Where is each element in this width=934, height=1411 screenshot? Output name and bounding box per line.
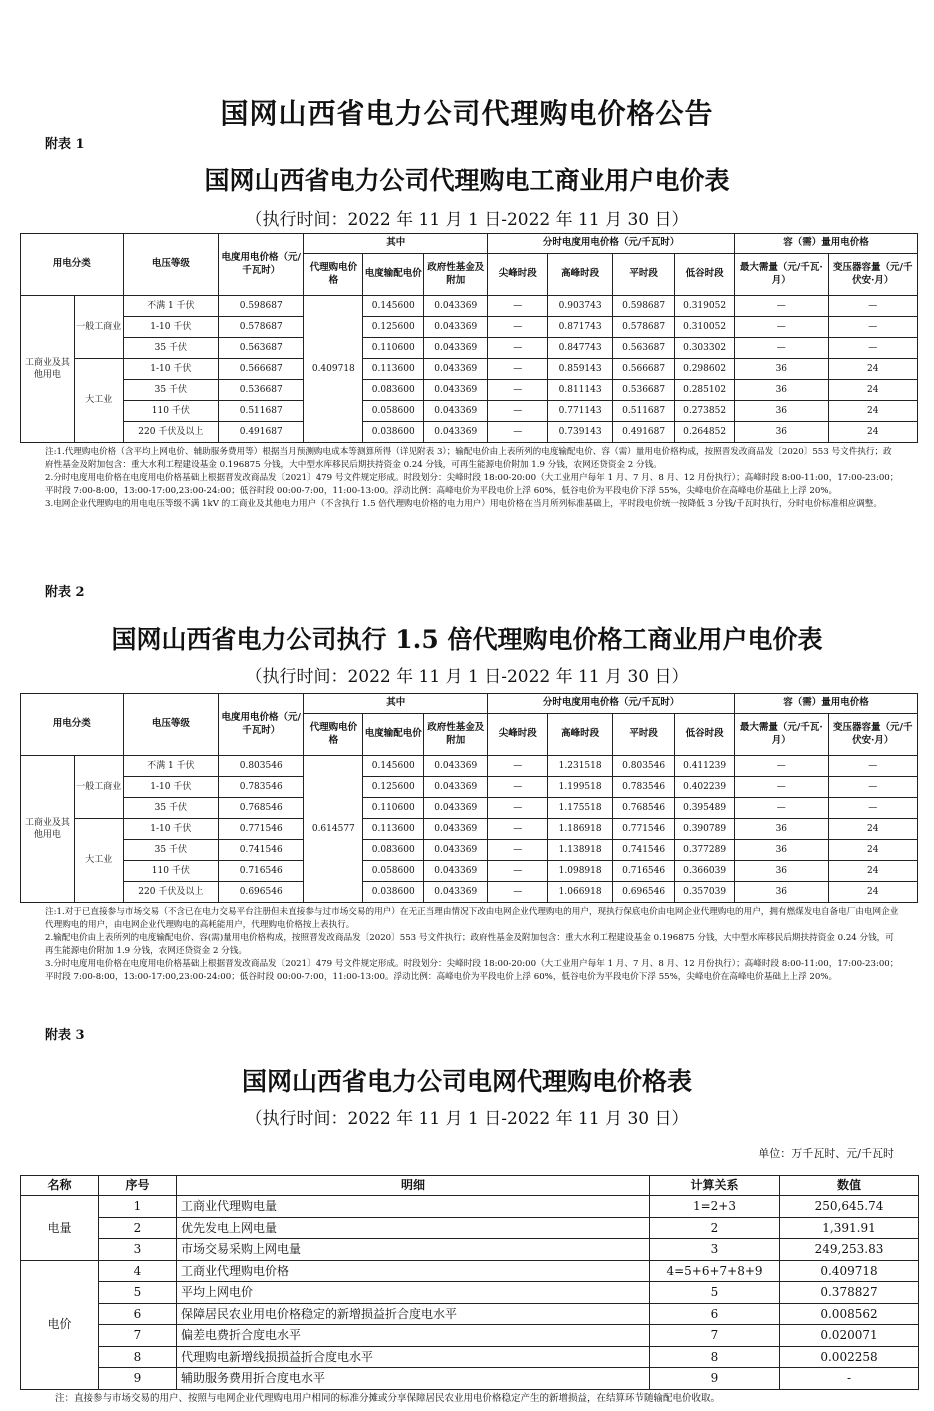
annex3-period: （执行时间：2022 年 11 月 1 日-2022 年 11 月 30 日） <box>245 1109 689 1129</box>
flat-cell: 0.566687 <box>613 359 675 380</box>
transformer-cell: 24 <box>828 380 917 401</box>
table-row <box>21 1303 919 1325</box>
valley-cell: 0.395489 <box>675 798 735 819</box>
transformer-cell: 24 <box>828 861 917 882</box>
relation-cell: 9 <box>650 1368 780 1390</box>
sharp-cell: — <box>488 380 548 401</box>
table-row <box>21 1325 919 1347</box>
peak-cell: 0.859143 <box>548 359 613 380</box>
peak-cell: 0.811143 <box>548 380 613 401</box>
transformer-cell: 24 <box>828 882 917 903</box>
header-peak: 高峰时段 <box>548 254 613 296</box>
voltage-cell: 35 千伏 <box>123 840 218 861</box>
page-title: 国网山西省电力公司代理购电价格公告 <box>220 97 714 130</box>
transmission-cell: 0.125600 <box>363 777 424 798</box>
voltage-cell: 110 千伏 <box>123 861 218 882</box>
header-energy-price: 电度用电价格（元/千瓦时） <box>219 234 304 296</box>
voltage-cell: 1-10 千伏 <box>123 359 218 380</box>
header-energy-price: 电度用电价格（元/千瓦时） <box>219 694 304 756</box>
relation-cell: 6 <box>650 1303 780 1325</box>
sharp-cell: — <box>488 359 548 380</box>
group-general-cell: 一般工商业 <box>74 756 123 819</box>
seq-cell: 7 <box>99 1325 177 1347</box>
peak-cell: 1.199518 <box>548 777 613 798</box>
flat-cell: 0.741546 <box>613 840 675 861</box>
energy-price-cell: 0.803546 <box>219 756 304 777</box>
annex2-title: 国网山西省电力公司执行 1.5 倍代理购电价格工商业用户电价表 <box>111 625 823 654</box>
gov-fund-cell: 0.043369 <box>424 422 488 443</box>
header-capacity: 容（需）量用电价格 <box>735 234 918 254</box>
flat-cell: 0.598687 <box>613 296 675 317</box>
table-row <box>21 777 918 798</box>
valley-cell: 0.377289 <box>675 840 735 861</box>
transformer-cell: — <box>828 798 917 819</box>
group-large-cell: 大工业 <box>74 359 123 443</box>
relation-cell: 8 <box>650 1346 780 1368</box>
header-value: 数值 <box>780 1176 919 1196</box>
transformer-cell: — <box>828 756 917 777</box>
annex1-note: 注:1.代理购电价格（含平均上网电价、辅助服务费用等）根据当月预测购电成本等测算所得（详见附表 3）；输配电价由上表所列的电度输配电价、容（需）量用电价格构成，按照晋发改商品发〔2020〕553 号文件执行；政府性基金及附加包含：重大水利工程建设基金 0.196875 分钱，大中型水库移民后期扶持资金 0.24 分钱，可再生能源电价附加 1.9 分钱，农网还贷资金 2 分钱。 <box>45 447 892 470</box>
table-row <box>21 338 918 359</box>
transmission-cell: 0.110600 <box>363 338 424 359</box>
relation-cell: 2 <box>650 1217 780 1239</box>
transmission-cell: 0.110600 <box>363 798 424 819</box>
gov-fund-cell: 0.043369 <box>424 338 488 359</box>
table-row <box>21 422 918 443</box>
table-row <box>21 1260 919 1282</box>
group-energy-cell: 电量 <box>21 1196 99 1261</box>
header-valley: 低谷时段 <box>675 714 735 756</box>
energy-price-cell: 0.491687 <box>219 422 304 443</box>
seq-cell: 3 <box>99 1239 177 1261</box>
group-price-cell: 电价 <box>21 1260 99 1389</box>
peak-cell: 0.871743 <box>548 317 613 338</box>
value-cell: 0.409718 <box>780 1260 919 1282</box>
annex2-period: （执行时间：2022 年 11 月 1 日-2022 年 11 月 30 日） <box>245 667 689 687</box>
header-tou: 分时电度用电价格（元/千瓦时） <box>488 694 735 714</box>
max-demand-cell: 36 <box>735 840 828 861</box>
annex1-note: 2.分时电度用电价格在电度用电价格基础上根据晋发改商品发〔2021〕479 号文件规定形成。时段划分：尖峰时段 18:00-20:00（大工业用户每年 1 月、7 月、8 月、12 月份执行）；高峰时段 8:00-11:00，17:00-23:00；平时段 7:00-8:00，13:00-17:00,23:00-24:00；低谷时段 00:00-7:00，11:00-13:00。浮动比例：高峰电价为平段电价上浮 60%，低谷电价为平段电价下浮 55%，尖峰电价在高峰电价基础上上浮 20%。 <box>45 473 899 496</box>
energy-price-cell: 0.768546 <box>219 798 304 819</box>
seq-cell: 4 <box>99 1260 177 1282</box>
gov-fund-cell: 0.043369 <box>424 882 488 903</box>
gov-fund-cell: 0.043369 <box>424 756 488 777</box>
seq-cell: 2 <box>99 1217 177 1239</box>
group-main-cell: 工商业及其他用电 <box>21 296 75 443</box>
header-transmission: 电度输配电价 <box>363 254 424 296</box>
max-demand-cell: 36 <box>735 422 828 443</box>
peak-cell: 0.771143 <box>548 401 613 422</box>
value-cell: 0.008562 <box>780 1303 919 1325</box>
agency-price-cell: 0.614577 <box>304 756 363 903</box>
annex1-notes <box>45 446 900 511</box>
transformer-cell: — <box>828 777 917 798</box>
transformer-cell: — <box>828 317 917 338</box>
flat-cell: 0.803546 <box>613 756 675 777</box>
annex2-note: 3.分时电度用电价格在电度用电价格基础上根据晋发改商品发〔2021〕479 号文件规定形成。时段划分：尖峰时段 18:00-20:00（大工业用户每年 1 月、7 月、8 月、12 月份执行）；高峰时段 8:00-11:00，17:00-23:00；平时段 7:00-8:00，13:00-17:00,23:00-24:00；低谷时段 00:00-7:00，11:00-13:00。浮动比例：高峰电价为平段电价上浮 60%，低谷电价为平段电价下浮 55%，尖峰电价在高峰电价基础上上浮 20%。 <box>45 959 899 982</box>
detail-cell: 代理购电新增线损损益折合度电水平 <box>177 1346 650 1368</box>
detail-cell: 优先发电上网电量 <box>177 1217 650 1239</box>
seq-cell: 8 <box>99 1346 177 1368</box>
gov-fund-cell: 0.043369 <box>424 777 488 798</box>
valley-cell: 0.310052 <box>675 317 735 338</box>
transformer-cell: — <box>828 338 917 359</box>
annex2-table <box>20 693 918 903</box>
table-row <box>21 1196 919 1218</box>
annex3-label: 附表 3 <box>45 1028 85 1043</box>
peak-cell: 0.739143 <box>548 422 613 443</box>
group-general-cell: 一般工商业 <box>74 296 123 359</box>
voltage-cell: 220 千伏及以上 <box>123 882 218 903</box>
voltage-cell: 1-10 千伏 <box>123 317 218 338</box>
table-row <box>21 380 918 401</box>
sharp-cell: — <box>488 756 548 777</box>
header-tou: 分时电度用电价格（元/千瓦时） <box>488 234 735 254</box>
header-gov-fund: 政府性基金及附加 <box>424 714 488 756</box>
header-among: 其中 <box>304 234 488 254</box>
annex3-title: 国网山西省电力公司电网代理购电价格表 <box>241 1067 692 1096</box>
sharp-cell: — <box>488 777 548 798</box>
annex3-unit: 单位：万千瓦时、元/千瓦时 <box>758 1147 894 1160</box>
valley-cell: 0.402239 <box>675 777 735 798</box>
flat-cell: 0.768546 <box>613 798 675 819</box>
header-voltage: 电压等级 <box>123 694 218 756</box>
gov-fund-cell: 0.043369 <box>424 798 488 819</box>
voltage-cell: 35 千伏 <box>123 338 218 359</box>
peak-cell: 0.847743 <box>548 338 613 359</box>
valley-cell: 0.411239 <box>675 756 735 777</box>
value-cell: 249,253.83 <box>780 1239 919 1261</box>
relation-cell: 4=5+6+7+8+9 <box>650 1260 780 1282</box>
peak-cell: 1.138918 <box>548 840 613 861</box>
sharp-cell: — <box>488 840 548 861</box>
voltage-cell: 35 千伏 <box>123 380 218 401</box>
table-row <box>21 1282 919 1304</box>
valley-cell: 0.357039 <box>675 882 735 903</box>
group-large-cell: 大工业 <box>74 819 123 903</box>
header-relation: 计算关系 <box>650 1176 780 1196</box>
header-max-demand: 最大需量（元/千瓦·月） <box>735 254 828 296</box>
annex2-notes <box>45 906 900 984</box>
peak-cell: 1.175518 <box>548 798 613 819</box>
header-category: 用电分类 <box>21 234 124 296</box>
header-transformer: 变压器容量（元/千伏安·月） <box>828 714 917 756</box>
max-demand-cell: — <box>735 338 828 359</box>
transmission-cell: 0.113600 <box>363 819 424 840</box>
gov-fund-cell: 0.043369 <box>424 380 488 401</box>
voltage-cell: 不满 1 千伏 <box>123 296 218 317</box>
table-row <box>21 401 918 422</box>
max-demand-cell: 36 <box>735 861 828 882</box>
max-demand-cell: 36 <box>735 380 828 401</box>
sharp-cell: — <box>488 861 548 882</box>
transmission-cell: 0.145600 <box>363 756 424 777</box>
voltage-cell: 220 千伏及以上 <box>123 422 218 443</box>
table-row <box>21 819 918 840</box>
table-row <box>21 1239 919 1261</box>
max-demand-cell: 36 <box>735 401 828 422</box>
transmission-cell: 0.038600 <box>363 882 424 903</box>
table-row <box>21 861 918 882</box>
flat-cell: 0.783546 <box>613 777 675 798</box>
annex2-label: 附表 2 <box>45 585 85 600</box>
header-flat: 平时段 <box>613 254 675 296</box>
energy-price-cell: 0.598687 <box>219 296 304 317</box>
table-row <box>21 317 918 338</box>
transformer-cell: 24 <box>828 359 917 380</box>
max-demand-cell: — <box>735 798 828 819</box>
peak-cell: 1.186918 <box>548 819 613 840</box>
gov-fund-cell: 0.043369 <box>424 840 488 861</box>
sharp-cell: — <box>488 338 548 359</box>
detail-cell: 辅助服务费用折合度电水平 <box>177 1368 650 1390</box>
seq-cell: 9 <box>99 1368 177 1390</box>
detail-cell: 工商业代理购电价格 <box>177 1260 650 1282</box>
header-detail: 明细 <box>177 1176 650 1196</box>
valley-cell: 0.303302 <box>675 338 735 359</box>
transformer-cell: — <box>828 296 917 317</box>
detail-cell: 偏差电费折合度电水平 <box>177 1325 650 1347</box>
table-row <box>21 840 918 861</box>
peak-cell: 1.231518 <box>548 756 613 777</box>
max-demand-cell: 36 <box>735 882 828 903</box>
transmission-cell: 0.038600 <box>363 422 424 443</box>
energy-price-cell: 0.741546 <box>219 840 304 861</box>
sharp-cell: — <box>488 401 548 422</box>
table-row <box>21 1346 919 1368</box>
detail-cell: 平均上网电价 <box>177 1282 650 1304</box>
header-transmission: 电度输配电价 <box>363 714 424 756</box>
detail-cell: 市场交易采购上网电量 <box>177 1239 650 1261</box>
max-demand-cell: — <box>735 317 828 338</box>
relation-cell: 3 <box>650 1239 780 1261</box>
value-cell: 250,645.74 <box>780 1196 919 1218</box>
detail-cell: 工商业代理购电量 <box>177 1196 650 1218</box>
annex3-table <box>20 1175 919 1390</box>
header-sharp: 尖峰时段 <box>488 714 548 756</box>
transmission-cell: 0.113600 <box>363 359 424 380</box>
max-demand-cell: 36 <box>735 359 828 380</box>
header-category: 用电分类 <box>21 694 124 756</box>
value-cell: 0.002258 <box>780 1346 919 1368</box>
sharp-cell: — <box>488 296 548 317</box>
valley-cell: 0.319052 <box>675 296 735 317</box>
header-sharp: 尖峰时段 <box>488 254 548 296</box>
annex2-note: 注:1.对于已直接参与市场交易（不含已在电力交易平台注册但未直接参与过市场交易的用户）在无正当理由情况下改由电网企业代理购电的用户，现执行保底电价由电网企业代理购电的用户，拥有燃煤发电自备电厂由电网企业代理购电的用户，由电网企业代理购电的高耗能用户，代理购电价格按上表执行。 <box>45 907 899 930</box>
flat-cell: 0.716546 <box>613 861 675 882</box>
value-cell: - <box>780 1368 919 1390</box>
annex3-footnote: 注：直接参与市场交易的用户、按照与电网企业代理购电用户相同的标准分摊或分享保障居民农业用电价格稳定产生的新增损益，在结算环节随输配电价收取。 <box>55 1393 721 1404</box>
max-demand-cell: — <box>735 756 828 777</box>
max-demand-cell: — <box>735 296 828 317</box>
table-row <box>21 296 918 317</box>
sharp-cell: — <box>488 422 548 443</box>
header-gov-fund: 政府性基金及附加 <box>424 254 488 296</box>
valley-cell: 0.298602 <box>675 359 735 380</box>
valley-cell: 0.264852 <box>675 422 735 443</box>
header-peak: 高峰时段 <box>548 714 613 756</box>
relation-cell: 1=2+3 <box>650 1196 780 1218</box>
table-row <box>21 798 918 819</box>
transmission-cell: 0.145600 <box>363 296 424 317</box>
flat-cell: 0.578687 <box>613 317 675 338</box>
header-agency-price: 代理购电价格 <box>304 714 363 756</box>
table-row <box>21 882 918 903</box>
table-row <box>21 359 918 380</box>
valley-cell: 0.285102 <box>675 380 735 401</box>
gov-fund-cell: 0.043369 <box>424 861 488 882</box>
energy-price-cell: 0.716546 <box>219 861 304 882</box>
header-max-demand: 最大需量（元/千瓦·月） <box>735 714 828 756</box>
valley-cell: 0.273852 <box>675 401 735 422</box>
flat-cell: 0.536687 <box>613 380 675 401</box>
flat-cell: 0.771546 <box>613 819 675 840</box>
seq-cell: 6 <box>99 1303 177 1325</box>
annex2-note: 2.输配电价由上表所列的电度输配电价、容(需)量用电价格构成，按照晋发改商品发〔2020〕553 号文件执行；政府性基金及附加包含：重大水利工程建设基金 0.196875 分钱，大中型水库移民后期扶持资金 0.24 分钱，可再生能源电价附加 1.9 分钱，农网还贷资金 2 分钱。 <box>45 933 894 956</box>
gov-fund-cell: 0.043369 <box>424 359 488 380</box>
group-main-cell: 工商业及其他用电 <box>21 756 75 903</box>
peak-cell: 1.066918 <box>548 882 613 903</box>
header-valley: 低谷时段 <box>675 254 735 296</box>
table-row <box>21 1368 919 1390</box>
value-cell: 0.378827 <box>780 1282 919 1304</box>
sharp-cell: — <box>488 882 548 903</box>
annex1-label: 附表 1 <box>45 137 85 152</box>
valley-cell: 0.390789 <box>675 819 735 840</box>
transformer-cell: 24 <box>828 401 917 422</box>
header-voltage: 电压等级 <box>123 234 218 296</box>
sharp-cell: — <box>488 317 548 338</box>
header-seq: 序号 <box>99 1176 177 1196</box>
sharp-cell: — <box>488 819 548 840</box>
value-cell: 1,391.91 <box>780 1217 919 1239</box>
gov-fund-cell: 0.043369 <box>424 401 488 422</box>
transmission-cell: 0.125600 <box>363 317 424 338</box>
header-agency-price: 代理购电价格 <box>304 254 363 296</box>
voltage-cell: 110 千伏 <box>123 401 218 422</box>
table-row <box>21 1217 919 1239</box>
header-flat: 平时段 <box>613 714 675 756</box>
table-row <box>21 756 918 777</box>
voltage-cell: 35 千伏 <box>123 798 218 819</box>
energy-price-cell: 0.511687 <box>219 401 304 422</box>
annex1-table <box>20 233 918 443</box>
value-cell: 0.020071 <box>780 1325 919 1347</box>
energy-price-cell: 0.578687 <box>219 317 304 338</box>
max-demand-cell: 36 <box>735 819 828 840</box>
seq-cell: 5 <box>99 1282 177 1304</box>
flat-cell: 0.491687 <box>613 422 675 443</box>
annex1-note: 3.电网企业代理购电的用电电压等级不满 1kV 的工商业及其他电力用户（不含执行 1.5 倍代理购电价格的电力用户）用电价格在当月所列标准基础上，平时段电价统一按降低 3 分钱/千瓦时执行，分时电价标准相应调整。 <box>45 499 882 509</box>
annex1-title: 国网山西省电力公司代理购电工商业用户电价表 <box>204 166 730 195</box>
gov-fund-cell: 0.043369 <box>424 819 488 840</box>
detail-cell: 保障居民农业用电价格稳定的新增损益折合度电水平 <box>177 1303 650 1325</box>
valley-cell: 0.366039 <box>675 861 735 882</box>
gov-fund-cell: 0.043369 <box>424 317 488 338</box>
header-transformer: 变压器容量（元/千伏安·月） <box>828 254 917 296</box>
transmission-cell: 0.083600 <box>363 840 424 861</box>
header-capacity: 容（需）量用电价格 <box>735 694 918 714</box>
peak-cell: 0.903743 <box>548 296 613 317</box>
gov-fund-cell: 0.043369 <box>424 296 488 317</box>
flat-cell: 0.696546 <box>613 882 675 903</box>
relation-cell: 7 <box>650 1325 780 1347</box>
peak-cell: 1.098918 <box>548 861 613 882</box>
header-among: 其中 <box>304 694 488 714</box>
energy-price-cell: 0.566687 <box>219 359 304 380</box>
voltage-cell: 不满 1 千伏 <box>123 756 218 777</box>
voltage-cell: 1-10 千伏 <box>123 819 218 840</box>
annex1-period: （执行时间：2022 年 11 月 1 日-2022 年 11 月 30 日） <box>245 210 689 230</box>
transmission-cell: 0.083600 <box>363 380 424 401</box>
transmission-cell: 0.058600 <box>363 861 424 882</box>
flat-cell: 0.511687 <box>613 401 675 422</box>
energy-price-cell: 0.536687 <box>219 380 304 401</box>
header-name: 名称 <box>21 1176 99 1196</box>
voltage-cell: 1-10 千伏 <box>123 777 218 798</box>
energy-price-cell: 0.783546 <box>219 777 304 798</box>
energy-price-cell: 0.771546 <box>219 819 304 840</box>
transformer-cell: 24 <box>828 840 917 861</box>
transmission-cell: 0.058600 <box>363 401 424 422</box>
transformer-cell: 24 <box>828 422 917 443</box>
flat-cell: 0.563687 <box>613 338 675 359</box>
relation-cell: 5 <box>650 1282 780 1304</box>
sharp-cell: — <box>488 798 548 819</box>
agency-price-cell: 0.409718 <box>304 296 363 443</box>
seq-cell: 1 <box>99 1196 177 1218</box>
max-demand-cell: — <box>735 777 828 798</box>
transformer-cell: 24 <box>828 819 917 840</box>
energy-price-cell: 0.696546 <box>219 882 304 903</box>
energy-price-cell: 0.563687 <box>219 338 304 359</box>
